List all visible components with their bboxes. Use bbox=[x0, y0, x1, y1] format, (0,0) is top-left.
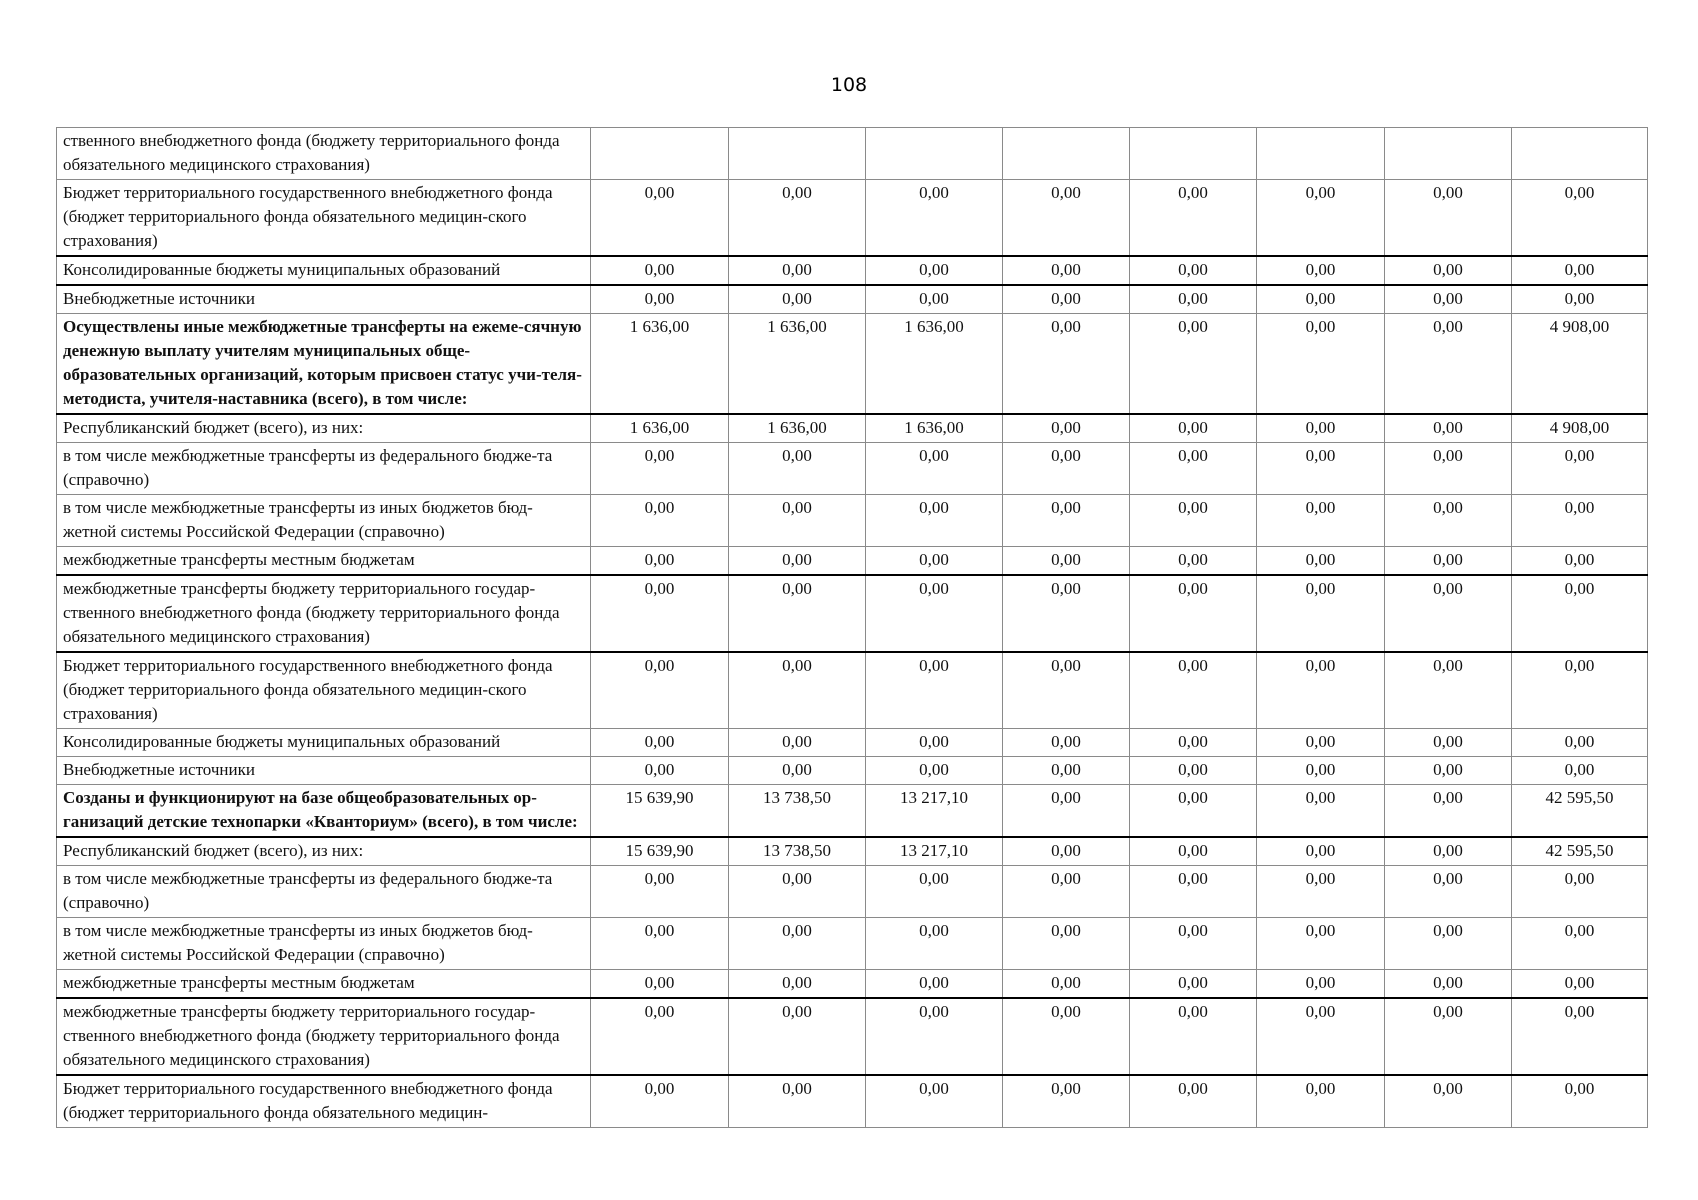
value-cell: 0,00 bbox=[591, 547, 729, 576]
value-cell: 0,00 bbox=[1130, 918, 1257, 970]
value-cell: 0,00 bbox=[1257, 729, 1385, 757]
value-cell: 0,00 bbox=[1130, 1075, 1257, 1128]
value-cell: 0,00 bbox=[1003, 495, 1130, 547]
row-label: Бюджет территориального государственного внебюджетного фонда (бюджет территориального фонда обязательного медицин-ского страхования) bbox=[57, 652, 591, 729]
value-cell: 0,00 bbox=[1257, 1075, 1385, 1128]
value-cell: 0,00 bbox=[1257, 180, 1385, 257]
value-cell: 0,00 bbox=[729, 495, 866, 547]
value-cell: 0,00 bbox=[729, 180, 866, 257]
value-cell: 0,00 bbox=[1130, 970, 1257, 999]
row-label: Внебюджетные источники bbox=[57, 757, 591, 785]
table-row bbox=[57, 866, 1648, 918]
table-row bbox=[57, 443, 1648, 495]
value-cell: 15 639,90 bbox=[591, 785, 729, 838]
table-row bbox=[57, 285, 1648, 314]
value-cell: 0,00 bbox=[1512, 918, 1648, 970]
value-cell: 0,00 bbox=[1003, 729, 1130, 757]
value-cell: 0,00 bbox=[1512, 998, 1648, 1075]
value-cell: 0,00 bbox=[591, 575, 729, 652]
value-cell: 0,00 bbox=[729, 1075, 866, 1128]
value-cell: 0,00 bbox=[591, 918, 729, 970]
value-cell: 1 636,00 bbox=[591, 414, 729, 443]
value-cell: 0,00 bbox=[591, 443, 729, 495]
value-cell: 0,00 bbox=[1003, 285, 1130, 314]
value-cell: 0,00 bbox=[866, 970, 1003, 999]
value-cell bbox=[1257, 128, 1385, 180]
value-cell: 0,00 bbox=[1257, 785, 1385, 838]
value-cell: 1 636,00 bbox=[866, 414, 1003, 443]
table-body bbox=[57, 128, 1648, 1128]
value-cell: 4 908,00 bbox=[1512, 314, 1648, 415]
value-cell: 0,00 bbox=[1512, 256, 1648, 285]
page-number: 108 bbox=[830, 74, 868, 96]
value-cell: 0,00 bbox=[1003, 652, 1130, 729]
value-cell bbox=[591, 128, 729, 180]
value-cell: 0,00 bbox=[1385, 1075, 1512, 1128]
row-label: в том числе межбюджетные трансферты из федерального бюдже-та (справочно) bbox=[57, 866, 591, 918]
value-cell: 0,00 bbox=[1130, 837, 1257, 866]
row-label: межбюджетные трансферты бюджету территориального государ-ственного внебюджетного фонда (бюджету территориального фонда обязательного медицинского страхования) bbox=[57, 998, 591, 1075]
value-cell: 0,00 bbox=[1257, 998, 1385, 1075]
row-label: Созданы и функционируют на базе общеобразовательных ор-ганизаций детские технопарки «Кванториум» (всего), в том числе: bbox=[57, 785, 591, 838]
row-label: межбюджетные трансферты бюджету территориального государ-ственного внебюджетного фонда (бюджету территориального фонда обязательного медицинского страхования) bbox=[57, 575, 591, 652]
value-cell: 0,00 bbox=[1003, 256, 1130, 285]
value-cell: 0,00 bbox=[729, 547, 866, 576]
value-cell: 0,00 bbox=[729, 970, 866, 999]
row-label: Внебюджетные источники bbox=[57, 285, 591, 314]
value-cell bbox=[729, 128, 866, 180]
value-cell: 0,00 bbox=[866, 180, 1003, 257]
value-cell: 0,00 bbox=[1130, 256, 1257, 285]
value-cell: 0,00 bbox=[1130, 998, 1257, 1075]
value-cell: 0,00 bbox=[1385, 314, 1512, 415]
value-cell: 0,00 bbox=[1385, 414, 1512, 443]
row-label: Осуществлены иные межбюджетные трансферты на ежеме-сячную денежную выплату учителям муниципальных обще-образовательных организаций, которым присвоен статус учи-теля-методиста, учителя-наставника (всего), в том числе: bbox=[57, 314, 591, 415]
value-cell: 0,00 bbox=[729, 256, 866, 285]
value-cell: 0,00 bbox=[591, 866, 729, 918]
table-row bbox=[57, 1075, 1648, 1128]
value-cell: 0,00 bbox=[729, 729, 866, 757]
table-row bbox=[57, 652, 1648, 729]
value-cell: 42 595,50 bbox=[1512, 837, 1648, 866]
value-cell: 0,00 bbox=[866, 256, 1003, 285]
value-cell: 0,00 bbox=[729, 757, 866, 785]
value-cell: 0,00 bbox=[1130, 785, 1257, 838]
value-cell: 0,00 bbox=[1003, 414, 1130, 443]
value-cell: 15 639,90 bbox=[591, 837, 729, 866]
value-cell: 0,00 bbox=[866, 443, 1003, 495]
value-cell: 0,00 bbox=[1385, 256, 1512, 285]
row-label: Бюджет территориального государственного внебюджетного фонда (бюджет территориального фонда обязательного медицин- bbox=[57, 1075, 591, 1128]
value-cell: 0,00 bbox=[1385, 575, 1512, 652]
value-cell: 0,00 bbox=[591, 285, 729, 314]
value-cell: 0,00 bbox=[866, 495, 1003, 547]
value-cell: 0,00 bbox=[1385, 547, 1512, 576]
row-label: Консолидированные бюджеты муниципальных образований bbox=[57, 256, 591, 285]
row-label: Республиканский бюджет (всего), из них: bbox=[57, 837, 591, 866]
value-cell: 0,00 bbox=[866, 575, 1003, 652]
value-cell: 0,00 bbox=[1257, 495, 1385, 547]
table-row bbox=[57, 256, 1648, 285]
value-cell: 0,00 bbox=[729, 443, 866, 495]
value-cell: 42 595,50 bbox=[1512, 785, 1648, 838]
value-cell: 0,00 bbox=[1385, 180, 1512, 257]
value-cell: 1 636,00 bbox=[866, 314, 1003, 415]
value-cell: 0,00 bbox=[1512, 443, 1648, 495]
value-cell: 0,00 bbox=[1003, 443, 1130, 495]
value-cell: 0,00 bbox=[1003, 918, 1130, 970]
value-cell: 0,00 bbox=[729, 652, 866, 729]
value-cell: 0,00 bbox=[1257, 256, 1385, 285]
row-label: межбюджетные трансферты местным бюджетам bbox=[57, 970, 591, 999]
value-cell: 0,00 bbox=[1257, 837, 1385, 866]
value-cell: 0,00 bbox=[866, 652, 1003, 729]
value-cell: 0,00 bbox=[1130, 414, 1257, 443]
value-cell: 0,00 bbox=[1385, 998, 1512, 1075]
row-label: межбюджетные трансферты местным бюджетам bbox=[57, 547, 591, 576]
value-cell: 0,00 bbox=[591, 652, 729, 729]
value-cell: 0,00 bbox=[1130, 652, 1257, 729]
table-row bbox=[57, 314, 1648, 415]
value-cell: 0,00 bbox=[1003, 837, 1130, 866]
value-cell bbox=[866, 128, 1003, 180]
value-cell: 0,00 bbox=[866, 998, 1003, 1075]
value-cell: 0,00 bbox=[866, 285, 1003, 314]
row-label: в том числе межбюджетные трансферты из федерального бюдже-та (справочно) bbox=[57, 443, 591, 495]
row-label: Республиканский бюджет (всего), из них: bbox=[57, 414, 591, 443]
value-cell: 0,00 bbox=[1385, 785, 1512, 838]
value-cell: 0,00 bbox=[1003, 970, 1130, 999]
value-cell: 0,00 bbox=[1512, 1075, 1648, 1128]
value-cell: 0,00 bbox=[1130, 285, 1257, 314]
value-cell: 1 636,00 bbox=[591, 314, 729, 415]
value-cell: 13 738,50 bbox=[729, 837, 866, 866]
value-cell: 0,00 bbox=[1385, 757, 1512, 785]
value-cell: 0,00 bbox=[1512, 729, 1648, 757]
value-cell: 0,00 bbox=[1130, 866, 1257, 918]
value-cell: 0,00 bbox=[1257, 918, 1385, 970]
value-cell: 0,00 bbox=[1512, 575, 1648, 652]
table-row bbox=[57, 180, 1648, 257]
table-row bbox=[57, 970, 1648, 999]
value-cell: 0,00 bbox=[1257, 866, 1385, 918]
value-cell: 0,00 bbox=[866, 918, 1003, 970]
table-row bbox=[57, 998, 1648, 1075]
value-cell: 0,00 bbox=[1130, 314, 1257, 415]
value-cell: 0,00 bbox=[866, 866, 1003, 918]
value-cell bbox=[1385, 128, 1512, 180]
table-row bbox=[57, 128, 1648, 180]
value-cell: 0,00 bbox=[866, 757, 1003, 785]
value-cell: 0,00 bbox=[1003, 180, 1130, 257]
value-cell: 0,00 bbox=[1512, 547, 1648, 576]
value-cell: 0,00 bbox=[1385, 495, 1512, 547]
value-cell: 0,00 bbox=[1512, 652, 1648, 729]
value-cell: 0,00 bbox=[1003, 785, 1130, 838]
value-cell: 0,00 bbox=[1512, 285, 1648, 314]
value-cell: 0,00 bbox=[1130, 443, 1257, 495]
value-cell: 0,00 bbox=[1257, 757, 1385, 785]
value-cell: 0,00 bbox=[1257, 575, 1385, 652]
value-cell: 0,00 bbox=[1385, 729, 1512, 757]
value-cell: 0,00 bbox=[1257, 652, 1385, 729]
table-row bbox=[57, 837, 1648, 866]
value-cell: 0,00 bbox=[1130, 757, 1257, 785]
value-cell: 13 217,10 bbox=[866, 785, 1003, 838]
row-label: Консолидированные бюджеты муниципальных образований bbox=[57, 729, 591, 757]
value-cell: 0,00 bbox=[1257, 970, 1385, 999]
value-cell: 0,00 bbox=[1385, 443, 1512, 495]
row-label: в том числе межбюджетные трансферты из иных бюджетов бюд-жетной системы Российской Федерации (справочно) bbox=[57, 495, 591, 547]
value-cell: 0,00 bbox=[591, 1075, 729, 1128]
value-cell: 0,00 bbox=[1257, 443, 1385, 495]
value-cell bbox=[1130, 128, 1257, 180]
value-cell: 0,00 bbox=[1130, 180, 1257, 257]
row-label: Бюджет территориального государственного внебюджетного фонда (бюджет территориального фонда обязательного медицин-ского страхования) bbox=[57, 180, 591, 257]
value-cell: 0,00 bbox=[1257, 285, 1385, 314]
value-cell: 0,00 bbox=[1003, 998, 1130, 1075]
value-cell: 0,00 bbox=[591, 256, 729, 285]
value-cell: 0,00 bbox=[1512, 495, 1648, 547]
value-cell: 0,00 bbox=[729, 575, 866, 652]
value-cell: 0,00 bbox=[866, 729, 1003, 757]
value-cell: 0,00 bbox=[591, 998, 729, 1075]
table-row bbox=[57, 757, 1648, 785]
value-cell: 0,00 bbox=[1512, 757, 1648, 785]
value-cell: 0,00 bbox=[1257, 414, 1385, 443]
value-cell bbox=[1003, 128, 1130, 180]
value-cell: 0,00 bbox=[1512, 970, 1648, 999]
value-cell: 0,00 bbox=[591, 180, 729, 257]
value-cell: 0,00 bbox=[1003, 757, 1130, 785]
value-cell: 0,00 bbox=[1130, 729, 1257, 757]
value-cell: 0,00 bbox=[591, 495, 729, 547]
value-cell: 0,00 bbox=[591, 729, 729, 757]
value-cell: 0,00 bbox=[1130, 547, 1257, 576]
value-cell: 0,00 bbox=[591, 970, 729, 999]
value-cell: 0,00 bbox=[1003, 547, 1130, 576]
table-row bbox=[57, 918, 1648, 970]
table-row bbox=[57, 729, 1648, 757]
value-cell: 0,00 bbox=[1385, 918, 1512, 970]
table-row bbox=[57, 547, 1648, 576]
value-cell: 0,00 bbox=[1003, 575, 1130, 652]
row-label: в том числе межбюджетные трансферты из иных бюджетов бюд-жетной системы Российской Федерации (справочно) bbox=[57, 918, 591, 970]
value-cell: 4 908,00 bbox=[1512, 414, 1648, 443]
value-cell: 0,00 bbox=[1385, 866, 1512, 918]
value-cell: 0,00 bbox=[591, 757, 729, 785]
value-cell bbox=[1512, 128, 1648, 180]
budget-table bbox=[56, 127, 1648, 1128]
value-cell: 0,00 bbox=[729, 918, 866, 970]
value-cell: 13 738,50 bbox=[729, 785, 866, 838]
value-cell: 13 217,10 bbox=[866, 837, 1003, 866]
value-cell: 0,00 bbox=[1512, 866, 1648, 918]
value-cell: 0,00 bbox=[729, 285, 866, 314]
value-cell: 0,00 bbox=[1130, 495, 1257, 547]
value-cell: 0,00 bbox=[1257, 547, 1385, 576]
value-cell: 0,00 bbox=[1130, 575, 1257, 652]
value-cell: 1 636,00 bbox=[729, 414, 866, 443]
table-row bbox=[57, 495, 1648, 547]
value-cell: 0,00 bbox=[1385, 285, 1512, 314]
value-cell: 0,00 bbox=[1512, 180, 1648, 257]
value-cell: 0,00 bbox=[1003, 314, 1130, 415]
table-row bbox=[57, 414, 1648, 443]
value-cell: 0,00 bbox=[866, 547, 1003, 576]
value-cell: 0,00 bbox=[729, 866, 866, 918]
value-cell: 0,00 bbox=[1385, 837, 1512, 866]
value-cell: 0,00 bbox=[1003, 1075, 1130, 1128]
value-cell: 0,00 bbox=[1385, 970, 1512, 999]
value-cell: 0,00 bbox=[1003, 866, 1130, 918]
value-cell: 1 636,00 bbox=[729, 314, 866, 415]
value-cell: 0,00 bbox=[1385, 652, 1512, 729]
table-row bbox=[57, 785, 1648, 838]
row-label: ственного внебюджетного фонда (бюджету территориального фонда обязательного медицинского страхования) bbox=[57, 128, 591, 180]
table-row bbox=[57, 575, 1648, 652]
value-cell: 0,00 bbox=[1257, 314, 1385, 415]
value-cell: 0,00 bbox=[866, 1075, 1003, 1128]
value-cell: 0,00 bbox=[729, 998, 866, 1075]
